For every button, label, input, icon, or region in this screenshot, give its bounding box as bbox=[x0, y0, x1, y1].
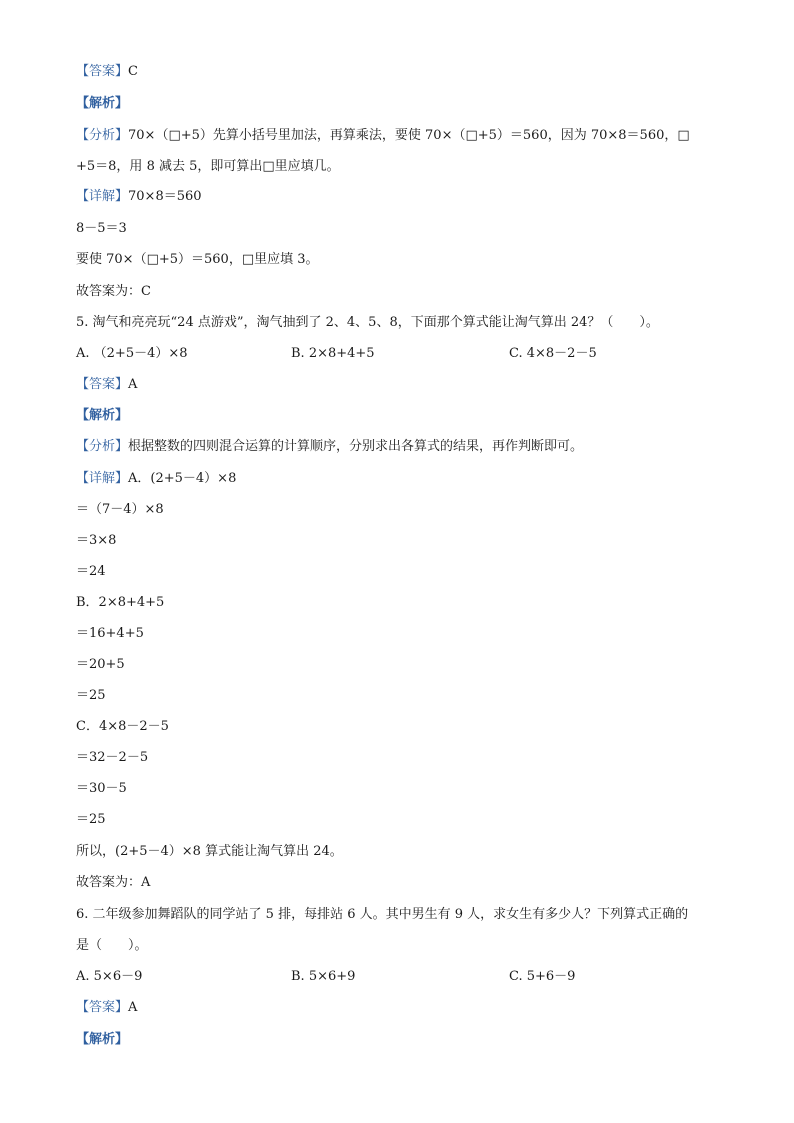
q4-xiangjie-line bbox=[76, 188, 721, 206]
q6-question-line1: 6. 二年级参加舞蹈队的同学站了 5 排，每排站 6 人。其中男生有 9 人，求女生有多少人？下列算式正确的 bbox=[76, 907, 689, 922]
analysis-tag: 【解析】 bbox=[76, 408, 129, 423]
q4-answer-line bbox=[76, 63, 721, 81]
fenxi-tag: 【分析】 bbox=[76, 128, 129, 143]
q5-summary: 所以，(2+5－4）×8 算式能让淘气算出 24。 bbox=[76, 844, 343, 859]
q5-conclusion: 故答案为：A bbox=[76, 875, 151, 890]
answer-value: C bbox=[128, 64, 138, 79]
fenxi-text: 70×（□+5）先算小括号里加法，再算乘法，要使 70×（□+5）＝560，因为 70×8＝560，□ bbox=[128, 128, 690, 143]
q6-option-c: C. 5+6－9 bbox=[509, 969, 576, 984]
q5-fenxi-line bbox=[76, 438, 721, 456]
analysis-tag: 【解析】 bbox=[76, 96, 129, 111]
xiangjie-text: A．(2+5－4）×8 bbox=[128, 471, 237, 486]
q5-step: ＝25 bbox=[76, 688, 106, 703]
q5-step: ＝3×8 bbox=[76, 533, 117, 548]
q5-option-c: C. 4×8－2－5 bbox=[509, 346, 597, 361]
xiangjie-tag: 【详解】 bbox=[76, 471, 129, 486]
q5-answer-line bbox=[76, 376, 721, 394]
q4-fenxi-line2: +5＝8，用 8 减去 5，即可算出□里应填几。 bbox=[76, 159, 340, 174]
q6-option-a: A. 5×6－9 bbox=[76, 969, 143, 984]
q5-step: B．2×8+4+5 bbox=[76, 595, 165, 610]
q5-step: ＝32－2－5 bbox=[76, 750, 149, 765]
q4-analysis-header bbox=[76, 95, 721, 113]
q4-step: 8－5＝3 bbox=[76, 221, 127, 236]
q5-option-b: B. 2×8+4+5 bbox=[291, 346, 375, 361]
answer-tag: 【答案】 bbox=[76, 64, 129, 79]
q5-step: ＝24 bbox=[76, 564, 106, 579]
answer-value: A bbox=[128, 377, 138, 392]
answer-value: A bbox=[128, 1000, 138, 1015]
q5-question: 5. 淘气和亮亮玩“24 点游戏”，淘气抽到了 2、4、5、8，下面那个算式能让淘气算出 24？（ ）。 bbox=[76, 315, 659, 330]
analysis-tag: 【解析】 bbox=[76, 1032, 129, 1047]
fenxi-text: 根据整数的四则混合运算的计算顺序，分别求出各算式的结果，再作判断即可。 bbox=[128, 439, 584, 454]
q6-analysis-header bbox=[76, 1031, 721, 1049]
q5-step: C．4×8－2－5 bbox=[76, 719, 169, 734]
q5-analysis-header bbox=[76, 407, 721, 425]
q6-answer-line bbox=[76, 999, 721, 1017]
fenxi-tag: 【分析】 bbox=[76, 439, 129, 454]
xiangjie-text: 70×8＝560 bbox=[128, 189, 202, 204]
q6-option-b: B. 5×6+9 bbox=[291, 969, 356, 984]
q4-step: 要使 70×（□+5）＝560，□里应填 3。 bbox=[76, 252, 319, 267]
q4-conclusion: 故答案为：C bbox=[76, 284, 151, 299]
q5-option-a: A. （2+5－4）×8 bbox=[76, 346, 188, 361]
q5-step: ＝30－5 bbox=[76, 781, 127, 796]
q6-question-line2: 是（ ）。 bbox=[76, 938, 148, 953]
q5-step: ＝（7－4）×8 bbox=[76, 502, 164, 517]
q5-step: ＝20+5 bbox=[76, 657, 125, 672]
q5-step: ＝25 bbox=[76, 812, 106, 827]
q5-xiangjie-line bbox=[76, 470, 721, 488]
answer-tag: 【答案】 bbox=[76, 377, 129, 392]
answer-tag: 【答案】 bbox=[76, 1000, 129, 1015]
q4-fenxi-line1 bbox=[76, 127, 721, 145]
q5-step: ＝16+4+5 bbox=[76, 626, 144, 641]
xiangjie-tag: 【详解】 bbox=[76, 189, 129, 204]
